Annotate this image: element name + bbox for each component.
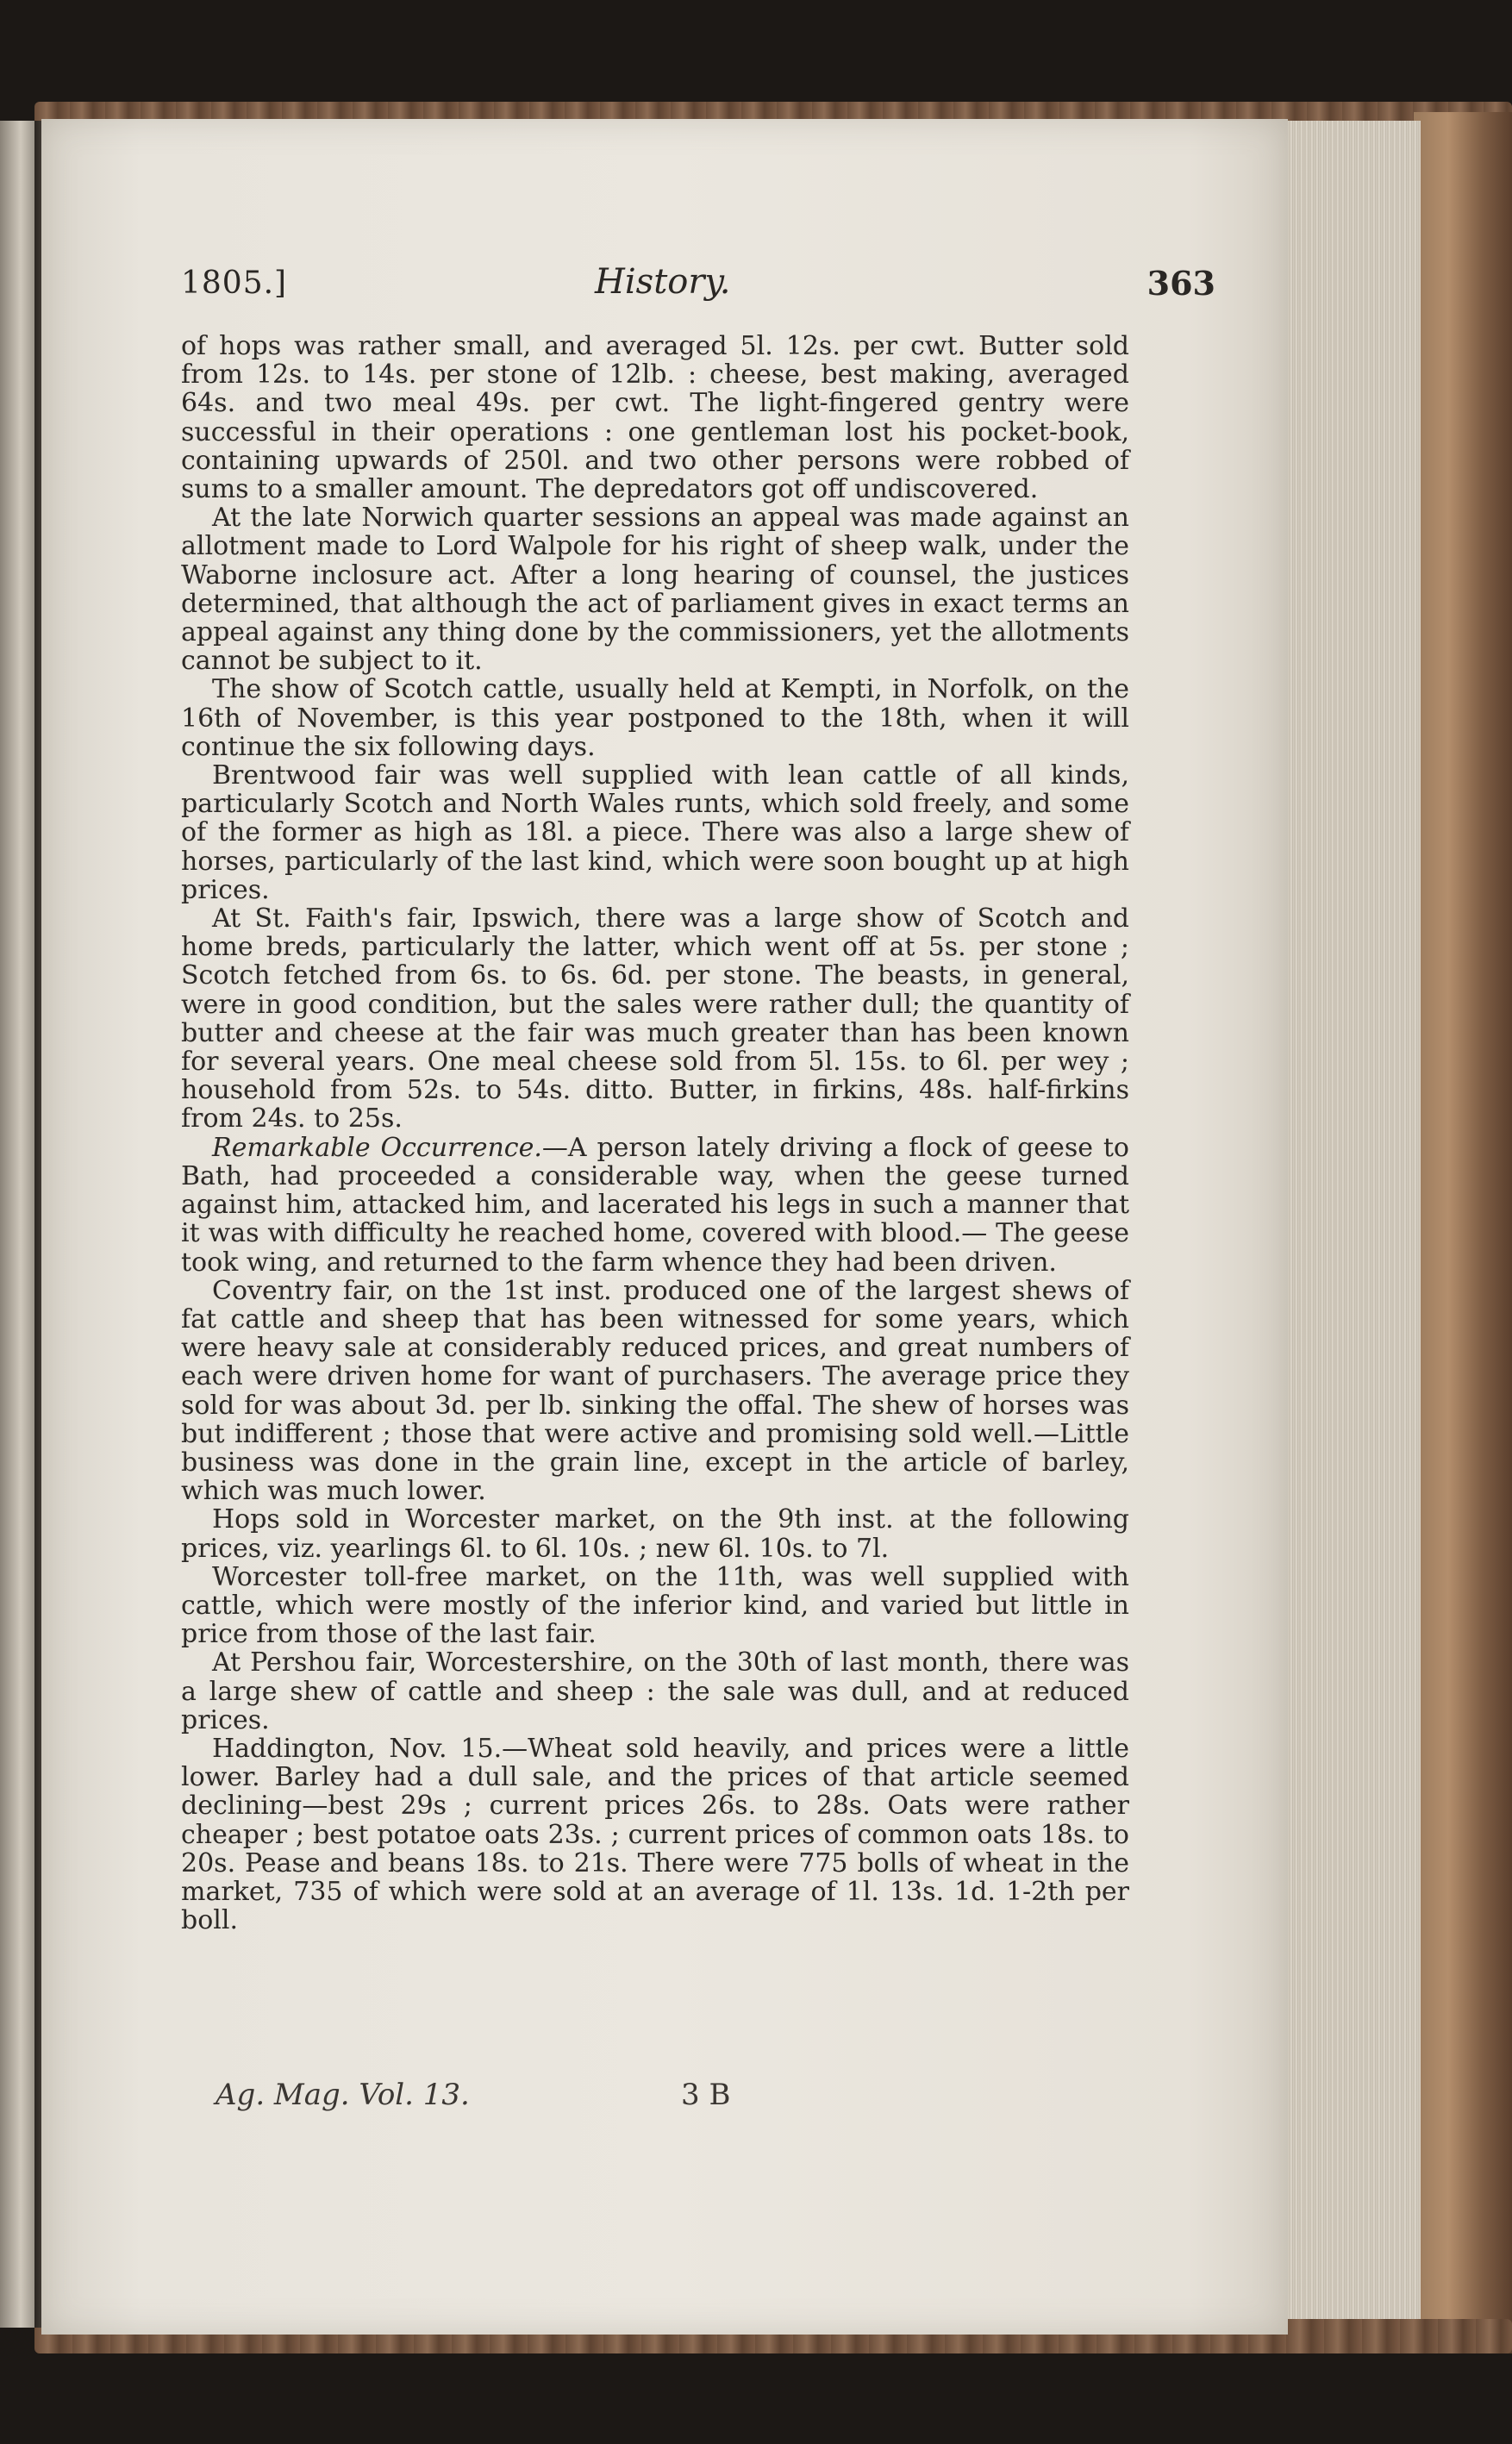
- book-cover-right-edge: [1414, 112, 1512, 2353]
- header-title: History.: [595, 262, 731, 302]
- article-body: [181, 332, 1129, 1935]
- page-number: 363: [1146, 264, 1215, 303]
- paragraph: At Pershou fair, Worcestershire, on the 30th of last month, there was a large shew of cattle and sheep : the sale was dull, and at reduced prices.: [181, 1647, 1129, 1735]
- facing-page-edge: [0, 121, 34, 2328]
- signature-mark: 3 B: [681, 2078, 731, 2112]
- paragraph: Haddington, Nov. 15.—Wheat sold heavily, and prices were a little lower. Barley had a dull sale, and the prices of that article seemed declining—best 29s ; current prices 26s. to 28s. Oats were rather cheaper ; best potatoe oats 23s. ; current prices of common oats 18s. to 20s. Pease and beans 18s. to 21s. There were 775 bolls of wheat in the market, 735 of which were sold at an average of 1l. 13s. 1d. 1-2th per boll.: [181, 1733, 1129, 1936]
- paragraph: At St. Faith's fair, Ipswich, there was a large show of Scotch and home breds, particularly the latter, which went off at 5s. per stone ; Scotch fetched from 6s. to 6s. 6d. per stone. The beasts, in general, were in good condition, but the sales were rather dull; the quantity of butter and cheese at the fair was much greater than has been known for several years. One meal cheese sold from 5l. 15s. to 6l. per wey ; household from 52s. to 54s. ditto. Butter, in firkins, 48s. half-firkins from 24s. to 25s.: [181, 903, 1129, 1134]
- footer-journal: Ag. Mag. Vol. 13.: [216, 2078, 470, 2112]
- paragraph: Worcester toll-free market, on the 11th, was well supplied with cattle, which were mostly of the inferior kind, and varied but little in price from those of the last fair.: [181, 1561, 1129, 1650]
- paragraph: Brentwood fair was well supplied with lean cattle of all kinds, particularly Scotch and North Wales runts, which sold freely, and some of the former as high as 18l. a piece. There was also a large shew of horses, particularly of the last kind, which were soon bought up at high prices.: [181, 760, 1129, 905]
- paragraph: Coventry fair, on the 1st inst. produced one of the largest shews of fat cattle and sheep that has been witnessed for some years, which were heavy sale at considerably reduced prices, and great numbers of each were driven home for want of purchasers. The average price they sold for was about 3d. per lb. sinking the offal. The shew of horses was but indifferent ; those that were active and promising sold well.—Little business was done in the grain line, except in the article of barley, which was much lower.: [181, 1275, 1129, 1507]
- page-edges: [1283, 121, 1421, 2328]
- page-footer: [216, 2078, 819, 2121]
- paragraph: At the late Norwich quarter sessions an appeal was made against an allotment made to Lord Walpole for his right of sheep walk, under the Waborne inclosure act. After a long hearing of counsel, the justices determined, that although the act of parliament gives in exact terms an appeal against any thing done by the commissioners, yet the allotments cannot be subject to it.: [181, 503, 1129, 677]
- header-year: 1805.]: [181, 266, 288, 301]
- paragraph: The show of Scotch cattle, usually held at Kempti, in Norfolk, on the 16th of November, is this year postponed to the 18th, when it will continue the six following days.: [181, 674, 1129, 762]
- paragraph-lead: Remarkable Occurrence.: [212, 1132, 542, 1163]
- paragraph: of hops was rather small, and averaged 5l. 12s. per cwt. Butter sold from 12s. to 14s. per stone of 12lb. : cheese, best making, averaged 64s. and two meal 49s. per cwt. The light-fingered gentry were successful in their operations : one gentleman lost his pocket-book, containing upwards of 250l. and two other persons were robbed of sums to a smaller amount. The depredators got off undiscovered.: [181, 331, 1129, 505]
- running-header: [181, 259, 1215, 319]
- paragraph: Remarkable Occurrence.—A person lately driving a flock of geese to Bath, had proceeded a considerable way, when the geese turned against him, attacked him, and lacerated his legs in such a manner that it was with difficulty he reached home, covered with blood.— The geese took wing, and returned to the farm whence they had been driven.: [181, 1132, 1129, 1278]
- paragraph: Hops sold in Worcester market, on the 9th inst. at the following prices, viz. yearlings 6l. to 6l. 10s. ; new 6l. 10s. to 7l.: [181, 1504, 1129, 1564]
